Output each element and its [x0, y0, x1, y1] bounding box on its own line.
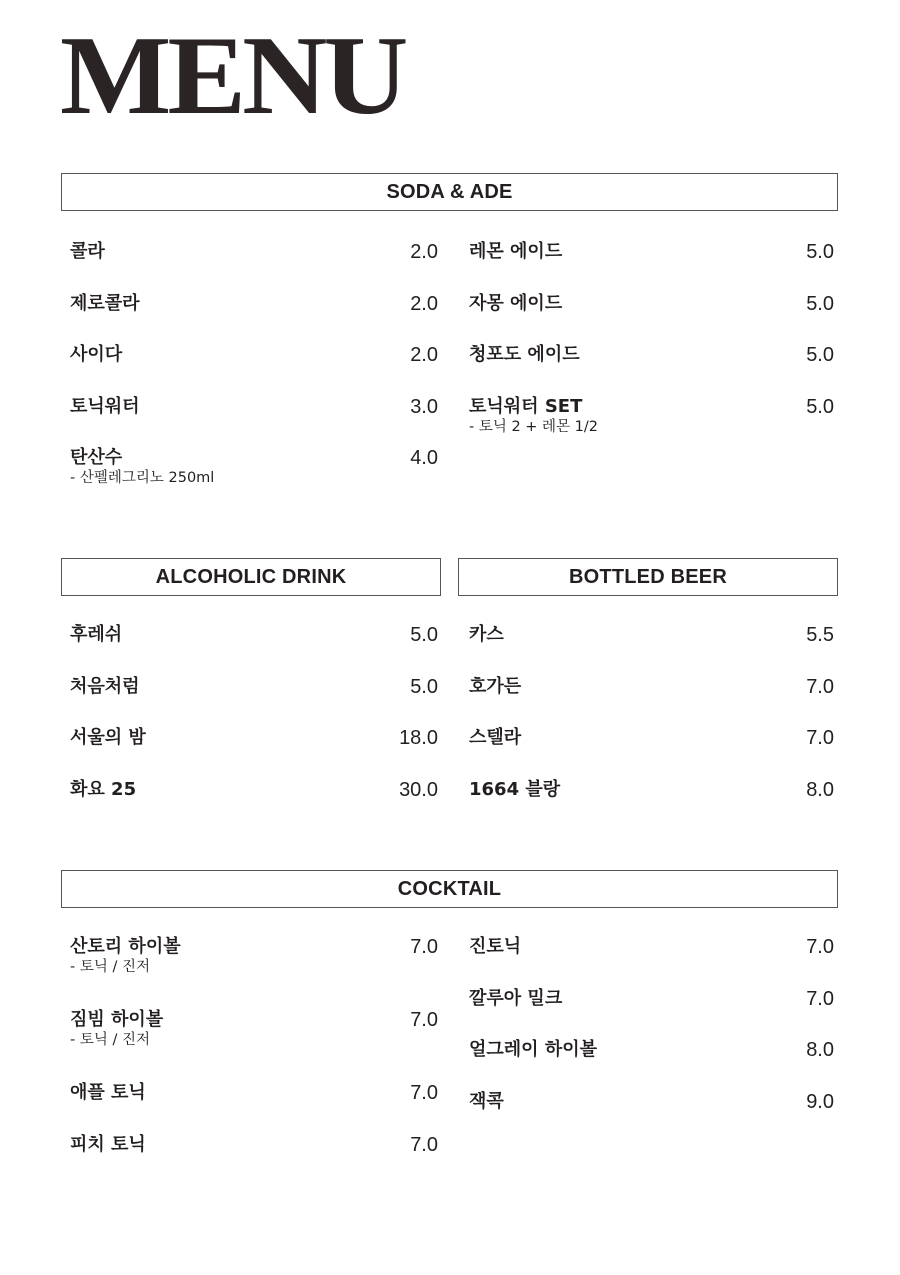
cocktail-left-column [70, 935, 438, 1184]
menu-item-price: 7.0 [806, 987, 834, 1010]
menu-item-price: 8.0 [806, 1039, 834, 1061]
menu-item-name: 애플 토닉 [70, 1082, 146, 1103]
menu-item-name: 화요 25 [70, 778, 137, 800]
menu-item-name: 1664 블랑 [469, 778, 561, 800]
menu-item [469, 623, 834, 675]
menu-title: MENU [60, 13, 405, 138]
menu-item [70, 935, 438, 1008]
bottled-beer-header [458, 558, 838, 596]
menu-item-price: 5.0 [806, 292, 834, 315]
menu-item-note: - 토닉 / 진저 [70, 1032, 150, 1048]
menu-item-note: - 토닉 2 + 레몬 1/2 [469, 418, 599, 435]
menu-item-name: 진토닉 [469, 936, 522, 957]
menu-item-name: 토닉워터 SET [469, 395, 583, 417]
menu-item-name: 산토리 하이볼 [70, 936, 181, 957]
menu-item-price: 5.0 [806, 395, 834, 418]
alcoholic-drink-heading: ALCOHOLIC DRINK [155, 565, 347, 588]
menu-item [70, 240, 438, 292]
menu-item [70, 1133, 438, 1185]
soda-ade-heading: SODA & ADE [386, 180, 513, 203]
menu-item-price: 4.0 [410, 447, 438, 469]
menu-item-price: 30.0 [399, 778, 438, 801]
menu-item [469, 778, 834, 830]
menu-item-note: - 산펠레그리노 250ml [70, 470, 215, 486]
soda-right-column [469, 240, 834, 468]
menu-item-price: 2.0 [410, 241, 438, 263]
menu-item-price: 7.0 [410, 1009, 438, 1031]
menu-item-price: 5.0 [410, 675, 438, 698]
menu-item [70, 343, 438, 395]
menu-item-price: 5.0 [410, 624, 438, 646]
menu-item [469, 240, 834, 292]
menu-item-name: 제로콜라 [70, 292, 140, 314]
menu-item [469, 343, 834, 395]
bottled-beer-heading: BOTTLED BEER [569, 565, 727, 588]
soda-left-column [70, 240, 438, 519]
menu-item-note: - 토닉 / 진저 [70, 959, 150, 975]
menu-item [469, 987, 834, 1039]
menu-item [70, 292, 438, 344]
menu-item-price: 7.0 [806, 936, 834, 958]
menu-item-price: 5.0 [806, 344, 834, 366]
menu-item [469, 292, 834, 344]
menu-item [469, 726, 834, 778]
cocktail-heading: COCKTAIL [397, 877, 502, 900]
menu-item-price: 8.0 [806, 778, 834, 801]
beer-column [469, 623, 834, 829]
menu-item-name: 스텔라 [469, 727, 522, 748]
menu-item-name: 콜라 [70, 241, 105, 262]
menu-item-name: 자몽 에이드 [469, 292, 563, 314]
menu-item [70, 778, 438, 830]
menu-item [70, 675, 438, 727]
menu-item-name: 피치 토닉 [70, 1133, 146, 1155]
menu-item-price: 7.0 [410, 1133, 438, 1156]
menu-item-name: 청포도 에이드 [469, 344, 580, 365]
menu-item [469, 935, 834, 987]
cocktail-header [61, 870, 838, 908]
menu-item-price: 2.0 [410, 344, 438, 366]
alcoholic-column [70, 623, 438, 829]
menu-item-name: 처음처럼 [70, 675, 140, 697]
menu-item-name: 서울의 밤 [70, 727, 146, 748]
soda-ade-header [61, 173, 838, 211]
menu-item [70, 395, 438, 447]
menu-item-name: 카스 [469, 624, 504, 645]
menu-item-price: 7.0 [410, 936, 438, 958]
menu-item [469, 675, 834, 727]
menu-item [469, 1038, 834, 1090]
menu-item-price: 5.0 [806, 241, 834, 263]
menu-item-name: 깔루아 밀크 [469, 987, 563, 1009]
cocktail-right-column [469, 935, 834, 1141]
menu-item-name: 짐빔 하이볼 [70, 1009, 164, 1030]
menu-item-price: 7.0 [410, 1082, 438, 1104]
menu-item-price: 5.5 [806, 624, 834, 646]
menu-item-name: 사이다 [70, 344, 123, 365]
menu-item-name: 토닉워터 [70, 395, 140, 417]
menu-item-price: 3.0 [410, 395, 438, 418]
menu-item-name: 레몬 에이드 [469, 241, 563, 262]
menu-item [70, 446, 438, 519]
menu-item [469, 1090, 834, 1142]
menu-item-price: 18.0 [399, 727, 438, 749]
menu-item [70, 726, 438, 778]
menu-item-name: 후레쉬 [70, 624, 123, 645]
menu-item-name: 탄산수 [70, 447, 123, 468]
menu-item-name: 잭콕 [469, 1090, 504, 1112]
menu-item [70, 623, 438, 675]
menu-item-name: 얼그레이 하이볼 [469, 1039, 597, 1060]
alcoholic-drink-header [61, 558, 441, 596]
menu-item-price: 2.0 [410, 292, 438, 315]
menu-item [70, 1081, 438, 1133]
menu-item-price: 7.0 [806, 675, 834, 698]
menu-item-price: 7.0 [806, 727, 834, 749]
menu-item-price: 9.0 [806, 1090, 834, 1113]
menu-item [70, 1008, 438, 1081]
menu-item [469, 395, 834, 468]
menu-item-name: 호가든 [469, 675, 522, 697]
